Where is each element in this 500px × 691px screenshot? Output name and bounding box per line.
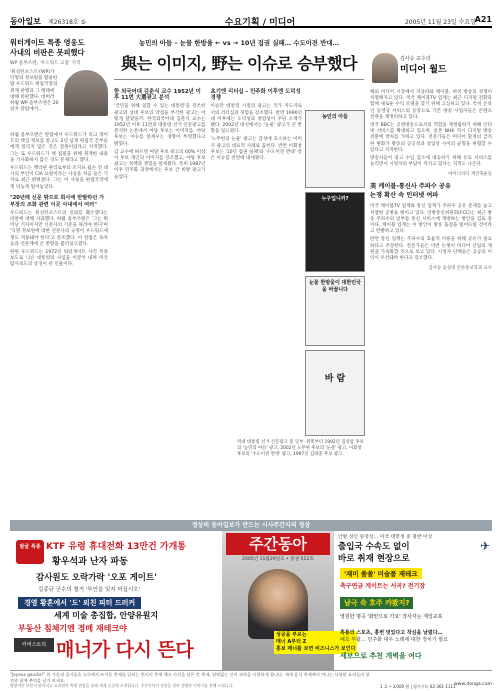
ad-line-7: 부동산 침체기엔 경매 재테크야 [18, 624, 127, 633]
ad-line-3: 감사원도 오락가락 '오포 게이트' [36, 573, 157, 583]
cover-story-label: 커버스토리 [14, 638, 54, 652]
right-body-4: 미국 케이블TV 업계와 통신 업계가 주파수 공유 문제를 놓고 치열한 공방을 벌이고 있다. 연방통신위원회(FCC)는 최근 방송 주파수의 일부를 통신 서비스에 개방하는 방안을 검토 중이다. 케이블 업계는 이 방안이 방송 품질을 떨어뜨릴 것이라고 반발하고 있다. [370, 204, 492, 235]
right-headline-1: 美 케이블-통신사 주파수 공유 [370, 183, 451, 191]
issue-number: 제26318호 ⑤ [48, 19, 86, 26]
cover-tag-1: 성공을 부르는 [276, 632, 307, 638]
publication-date: 2005년 11월 23일 수요일 [404, 19, 476, 26]
campaign-ad-4 [305, 350, 365, 436]
campaign-ad-4-text: 바 람 [324, 374, 346, 384]
page-number: A21 [474, 15, 492, 24]
newspaper-logo[interactable]: 동아일보 [10, 17, 41, 26]
masthead [10, 16, 492, 28]
ad-right-6-text: 남극 속 호주 캬봤지? [344, 599, 410, 607]
right-column-article [370, 90, 492, 515]
article-col-3: 이승만 대통령 시절의 광고는 국가 지도자로서의 리더십과 경험을 강조했다. 반면 1990년대 이후에는 도덕성과 청렴성이 주된 소재가 됐다. 2002년 대선에서는 '눈물' 광고가 큰 반향을 일으켰다. [210, 104, 302, 135]
image-caption: 역대 대통령 선거 신문광고 중 일부. 위쪽부터 1992년 김영삼 후보의 '농민의 아들' 광고, 2002년 노무현 후보의 '눈물' 광고, 이회창 후보의 '수도이전 반대' 광고, 1997년 김대중 후보 광고. [237, 440, 364, 457]
campaign-ad-3 [305, 276, 365, 346]
ad-footer-text-1: "Joyeux gaudia!" 한 가운데 즐거움을 프로에서 뜨거운 축제를 알리는 현지의 축제 예고 사진을 담은 맛 축제, 영락없는 신이 과학을 사랑하게 합니다. 세계 음식 축제에서 만나는 다양한 요리들의 향연과 함께 추억을 남겨 보세요. [10, 672, 370, 683]
ad-right-9: 배호 부활… 민주화 대우 노래에 대한 정치가 필요 [340, 637, 448, 643]
article-subhead-2: 초기엔 리더십 – 민주화 이후엔 도덕성 경쟁 [210, 89, 301, 102]
left-subhead: WP 옴부즈맨, '우드워드 고집' 지적 [10, 61, 81, 66]
ad-headlines [12, 535, 220, 661]
ad-line-6: 세계 미술 총집합, 안양유원지 [54, 611, 159, 620]
left-body-2: 우드워드는 백악관 관리로부터 조지프 윌슨 전 대사의 부인이 CIA 요원이라는 사실을 처음 들은 기자로 최근 밝혀졌다. 그는 이 사실을 편집국장에게 뒤늦게 털어놓았다. [10, 166, 108, 190]
columnist-name: 김사승 교수의 [400, 56, 431, 62]
campaign-ad-1-text: 농민의 아들 [322, 114, 348, 120]
ad-side-headlines [336, 533, 492, 669]
cover-headline: 매너가 다시 뜬다 [56, 639, 194, 661]
magazine-issue-date: 2005년 11월29일호 • 통권 512호 [242, 557, 314, 562]
section-title: 수요기획 / 미디어 [224, 18, 296, 28]
column-signoff: 김사승 숭실대 언론홍보학과 교수 [428, 266, 492, 272]
article-title[interactable]: 與는 이미지, 野는 이슈로 승부했다 [114, 51, 364, 80]
ad-right-8: 흑룡의 스포츠, 홍번 멋있다고 작심을 날렸다… [340, 630, 443, 636]
article-kicker: 농민의 아들 – 눈물 한방울 ← vs → 10년 집권 실패… 수도이전 반대… [139, 39, 339, 47]
airplane-icon: ✈ [479, 539, 490, 553]
right-body-2: 영국 BBC는 공영방송으로서의 역할을 재정립하기 위해 인터넷 서비스를 확대하고 있으며, 일본 NHK 역시 디지털 방송 전환에 박차를 가하고 있다. 전문가들은 미디어 환경의 급격한 변화가 방송의 공공성과 상업성 사이의 균형을 위협할 수 있다고 지적한다. [370, 123, 492, 153]
ad-right-2: 출입국 수속도 없이 [338, 542, 410, 552]
magazine-masthead: 주간동아 [226, 533, 330, 555]
left-column-article [10, 38, 108, 513]
cover-portrait [248, 569, 308, 639]
ad-footer-text-2: 영양적인 부분이 달라지고 요리법이 축제 현장을 통해 세계 곳곳에 소개됩니다. 주간동아가 현장을 찾아 생생한 이야기를 전해 드립니다. [10, 683, 234, 688]
portrait-photo [64, 70, 108, 116]
ad-right-4: '재미 쏠쏠' 미술품 재테크 [340, 568, 422, 579]
left-photo-text: '워싱턴포스트'(WP)가 익명의 정보원을 활용한 밥 우드워드 편집국장의 취재 관행과 그 행태에 대해 비판했다. 데버러 하월 WP 옴부즈맨은 20일자 칼럼에서... [10, 70, 59, 113]
ad-right-3: 바로 취재 현장으로 [338, 554, 410, 564]
ad-right-1: 안방 성인 동영상… 미국 대학생 중 절반 이상 [338, 535, 433, 540]
right-body-5: 반면 통신 업계는 주파수의 효율적 이용을 위해 공유가 필요하다고 주장한다. 전문가들은 이번 논쟁이 미디어 산업의 재편을 가속화할 것으로 보고 있다. 시청자 단체들은 공공의 이익이 우선돼야 한다고 강조했다. [370, 237, 492, 262]
right-body-3: 방송사들이 광고 수입 감소에 대응하기 위해 유료 서비스를 늘리면서 시청자의 부담이 커지고 있다는 지적도 나온다. [370, 156, 492, 168]
ad-line-2: 황우석과 난자 파동 [52, 557, 128, 567]
columnist-photo [372, 53, 398, 83]
column-header [400, 55, 492, 85]
left-body-4: 한편 우드워드는 1972년 워터게이트 사건 특종 보도로 닉슨 대통령의 사임을 이끌어 내며 미국 탐사보도의 상징이 된 인물이다. [10, 250, 108, 268]
right-body-1: 해외 미디어 시장에서 지상파와 케이블, 위성 방송의 경쟁이 치열해지고 있다. 미국 케이블TV 업계는 최근 디지털 전환과 함께 새로운 수익 모델을 찾기 위해 고심하고 있다. 특히 온라인 동영상 서비스의 등장으로 기존 방송 사업자들은 콘텐츠 전략을 재정비하고 있다. [370, 90, 492, 120]
article-col-4: '노무현의 눈물' 광고는 감성에 호소하는 이미지 광고의 대표적 사례로 꼽힌다. 반면 이회창 후보는 '10년 집권 실패'와 '수도이전 반대' 같은 이슈를 전면에 내세웠다. [210, 137, 302, 162]
ad-footer-subscribe: 1 호 • 3,000 원 | 정기구독 02-361-1111 [380, 684, 456, 689]
ad-banner-bar [10, 520, 492, 531]
election-ads-image [305, 110, 365, 438]
article-col-2: 김 교수에 따르면 여당 후보 광고의 60% 이상이 후보 개인의 이미지를 강조했고, 야당 후보 광고는 정책과 쟁점을 앞세웠다. 특히 1987년 이후 민주화 과정에서는 후보 간 비방 광고가 늘었다. [114, 149, 206, 180]
ad-line-1: KTF 유령 휴대전화 13만건 가개통 [46, 542, 186, 552]
column-title[interactable]: 미디어 월드 [400, 65, 447, 75]
cover-tag-2: 매너 A부터 Z [276, 639, 307, 645]
exclusive-badge: 발굴 특종 [16, 540, 44, 564]
ad-right-5: 축구연금 게이트는 서곡? 전기장 [340, 583, 426, 590]
ad-line-5: 경영 황혼에서 '도' 외친 피터 드러커 [18, 597, 141, 609]
campaign-ad-2-text: 누구입니까? [321, 196, 349, 202]
ad-line-4: 김종규 군수의 철거 '부인을 잊지 마십시오' [38, 587, 141, 593]
ad-right-10: 세보으로 추천 개벽을 여다 [340, 652, 422, 660]
left-headline-1: 워터게이트 특종 영웅도 [10, 38, 85, 47]
cover-tag-3: 홍보 매너를 보면 비즈니스가 보인다 [276, 646, 356, 652]
article-subhead-1: 한 외국어대 김춘식 교수 1952년 이후 11번 大選광고 분석 [114, 89, 201, 102]
weekly-donga-advertisement[interactable] [10, 531, 492, 671]
ad-banner-text: 정상의 동아일보가 만드는 시사주간지의 정상 [191, 522, 311, 529]
article-col-1: '국민을 위해 일할 수 있는 대통령'을 강조한 광고와 상대 후보의 약점을 부각한 광고는 어떻게 달랐을까. 한국외국어대 김춘식 교수는 1952년 이후 11번의 대통령 선거 신문광고를 분석한 논문에서 여당 후보는 이미지를, 야당 후보는 이슈를 앞세우는 경향이 뚜렷했다고 밝혔다. [114, 104, 206, 147]
magazine-cover[interactable] [222, 531, 356, 671]
ad-right-7: 영원한 명곡 '화란으로 가요' 작사자는 재일교포 [340, 614, 443, 620]
left-body-3: 우드워드는 워싱턴포스트의 신뢰를 훼손했다는 비판에 대해 사과했다. 하월 옴부즈맨은 '그는 뛰어난 기자이지만 신문사의 기준을 따라야 한다'며 '익명 정보원에 대한 신문사의 규정이 우드워드에게도 적용돼야 한다'고 강조했다. 이 칼럼은 독자들과 언론계에 큰 반향을 불러일으켰다. [10, 210, 108, 247]
campaign-ad-3-text: 눈물 한방울이 대한민국을 바꿉니다 [309, 280, 361, 293]
left-body-1: 하월 옴부즈맨은 칼럼에서 우드워드가 리크 게이트의 핵심 정보를 알고도 2년 넘게 편집국 간부들에게 알리지 않은 것은 잘못이었다고 지적했다. 그는 또 우드워드가 책 집필을 위해 취재한 내용을 기사화하지 않은 것도 문제라고 했다. [10, 133, 108, 163]
ad-footer-url[interactable]: www.donga.com [454, 681, 492, 687]
right-note: 마이너리티 재건축운동 [448, 172, 492, 178]
left-headline-2: 사내의 비판은 못피했다 [10, 48, 85, 57]
left-photo-block [10, 70, 108, 130]
left-inline-subhead: "20년래 신문 밖으로 회사에 반발하던 가 부장의 조화 관련 이곳 사내에서 여러" [10, 194, 105, 208]
campaign-ad-2 [305, 192, 365, 272]
ad-right-6 [340, 597, 413, 609]
right-headline-2: 논쟁 확산 속 인터넷 여파 [370, 191, 439, 199]
campaign-ad-1 [305, 110, 365, 188]
